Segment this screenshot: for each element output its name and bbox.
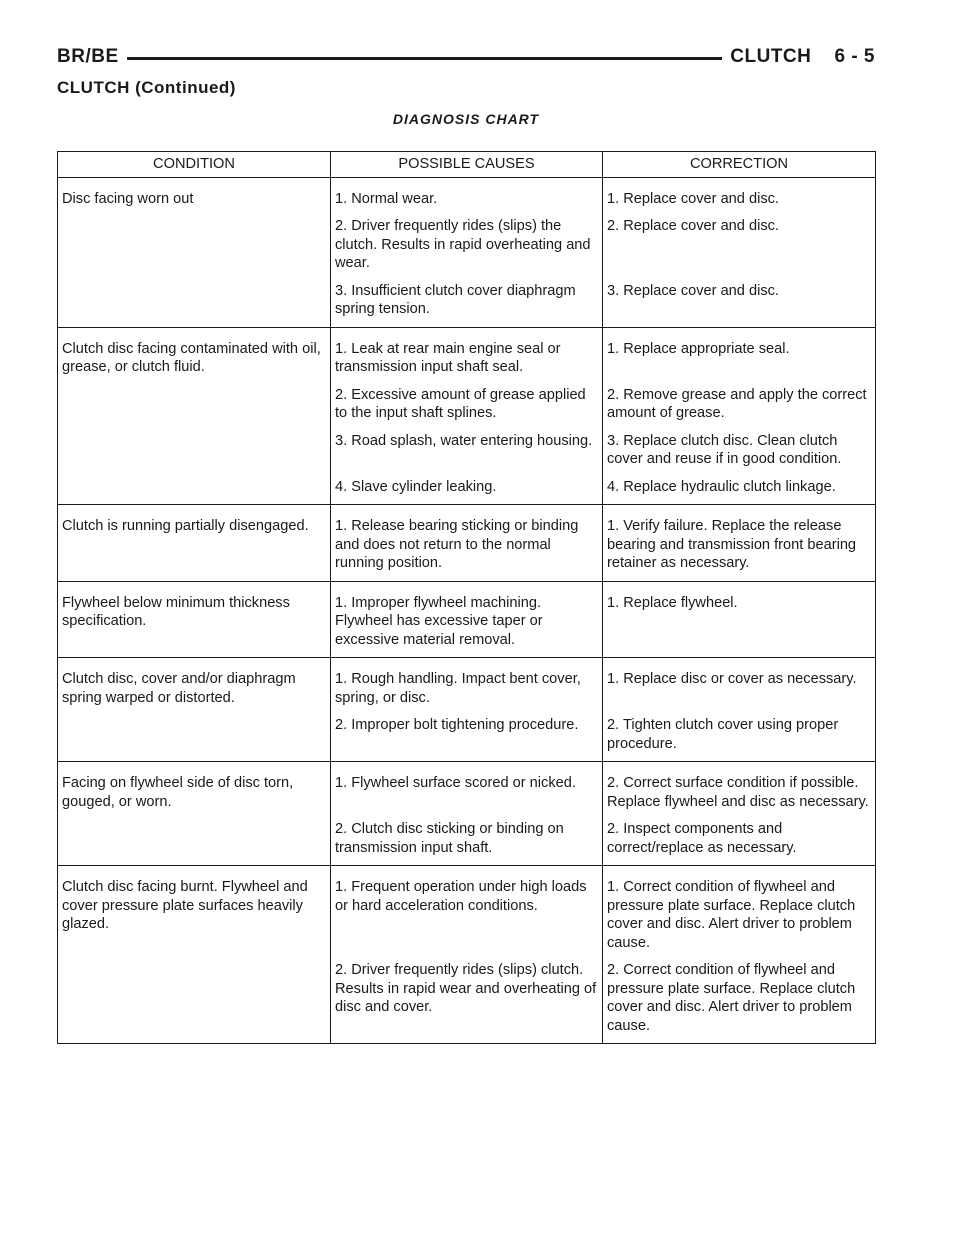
cause-cell: 2. Clutch disc sticking or binding on transmission input shaft.: [331, 811, 603, 866]
cause-cell: 2. Improper bolt tightening procedure.: [331, 707, 603, 762]
table-row: [58, 177, 876, 208]
cause-cell: 1. Release bearing sticking or binding and does not return to the normal running position.: [331, 505, 603, 582]
column-header-condition: CONDITION: [58, 152, 331, 178]
cause-cell: 3. Insufficient clutch cover diaphragm spring tension.: [331, 273, 603, 328]
condition-cell: Disc facing worn out: [58, 177, 331, 327]
correction-cell: 2. Tighten clutch cover using proper procedure.: [603, 707, 876, 762]
correction-cell: 2. Inspect components and correct/replace as necessary.: [603, 811, 876, 866]
condition-cell: Clutch disc facing contaminated with oil, grease, or clutch fluid.: [58, 327, 331, 505]
table-row: [58, 327, 876, 377]
cause-cell: 2. Excessive amount of grease applied to the input shaft splines.: [331, 377, 603, 423]
condition-cell: Facing on flywheel side of disc torn, gouged, or worn.: [58, 762, 331, 866]
correction-cell: 1. Replace appropriate seal.: [603, 327, 876, 377]
cause-cell: 1. Rough handling. Impact bent cover, spring, or disc.: [331, 658, 603, 708]
correction-cell: 2. Replace cover and disc.: [603, 208, 876, 273]
section-title: CLUTCH (Continued): [57, 78, 236, 97]
correction-cell: 1. Replace disc or cover as necessary.: [603, 658, 876, 708]
chart-title: DIAGNOSIS CHART: [392, 111, 540, 127]
table-row: [58, 658, 876, 708]
condition-cell: Clutch disc, cover and/or diaphragm spring warped or distorted.: [58, 658, 331, 762]
table-row: [58, 866, 876, 953]
cause-cell: 1. Leak at rear main engine seal or transmission input shaft seal.: [331, 327, 603, 377]
column-header-causes: POSSIBLE CAUSES: [331, 152, 603, 178]
column-header-correction: CORRECTION: [603, 152, 876, 178]
correction-cell: 2. Correct surface condition if possible. Replace flywheel and disc as necessary.: [603, 762, 876, 812]
cause-cell: 4. Slave cylinder leaking.: [331, 469, 603, 505]
header-model: BR/BE: [57, 46, 127, 68]
diagnosis-table: [57, 151, 876, 1044]
table-row: [58, 505, 876, 582]
cause-cell: 2. Driver frequently rides (slips) the clutch. Results in rapid overheating and wear.: [331, 208, 603, 273]
table-header-row: [58, 152, 876, 178]
correction-cell: 1. Correct condition of flywheel and pressure plate surface. Replace clutch cover and disc. Alert driver to problem cause.: [603, 866, 876, 953]
table-body: [58, 177, 876, 1044]
cause-cell: 1. Improper flywheel machining. Flywheel has excessive taper or excessive material removal.: [331, 581, 603, 658]
condition-cell: Clutch disc facing burnt. Flywheel and cover pressure plate surfaces heavily glazed.: [58, 866, 331, 1044]
header-section-page: CLUTCH 6 - 5: [722, 46, 875, 68]
cause-cell: 2. Driver frequently rides (slips) clutch. Results in rapid wear and overheating of disc and cover.: [331, 952, 603, 1044]
correction-cell: 1. Verify failure. Replace the release bearing and transmission front bearing retainer as necessary.: [603, 505, 876, 582]
correction-cell: 1. Replace cover and disc.: [603, 177, 876, 208]
condition-cell: Clutch is running partially disengaged.: [58, 505, 331, 582]
cause-cell: 1. Flywheel surface scored or nicked.: [331, 762, 603, 812]
correction-cell: 3. Replace cover and disc.: [603, 273, 876, 328]
cause-cell: 1. Normal wear.: [331, 177, 603, 208]
page-header: [57, 44, 875, 72]
correction-cell: 2. Correct condition of flywheel and pressure plate surface. Replace clutch cover and disc. Alert driver to problem cause.: [603, 952, 876, 1044]
table-row: [58, 762, 876, 812]
correction-cell: 2. Remove grease and apply the correct amount of grease.: [603, 377, 876, 423]
condition-cell: Flywheel below minimum thickness specification.: [58, 581, 331, 658]
correction-cell: 4. Replace hydraulic clutch linkage.: [603, 469, 876, 505]
cause-cell: 1. Frequent operation under high loads or hard acceleration conditions.: [331, 866, 603, 953]
correction-cell: 1. Replace flywheel.: [603, 581, 876, 658]
cause-cell: 3. Road splash, water entering housing.: [331, 423, 603, 469]
correction-cell: 3. Replace clutch disc. Clean clutch cover and reuse if in good condition.: [603, 423, 876, 469]
table-row: [58, 581, 876, 658]
